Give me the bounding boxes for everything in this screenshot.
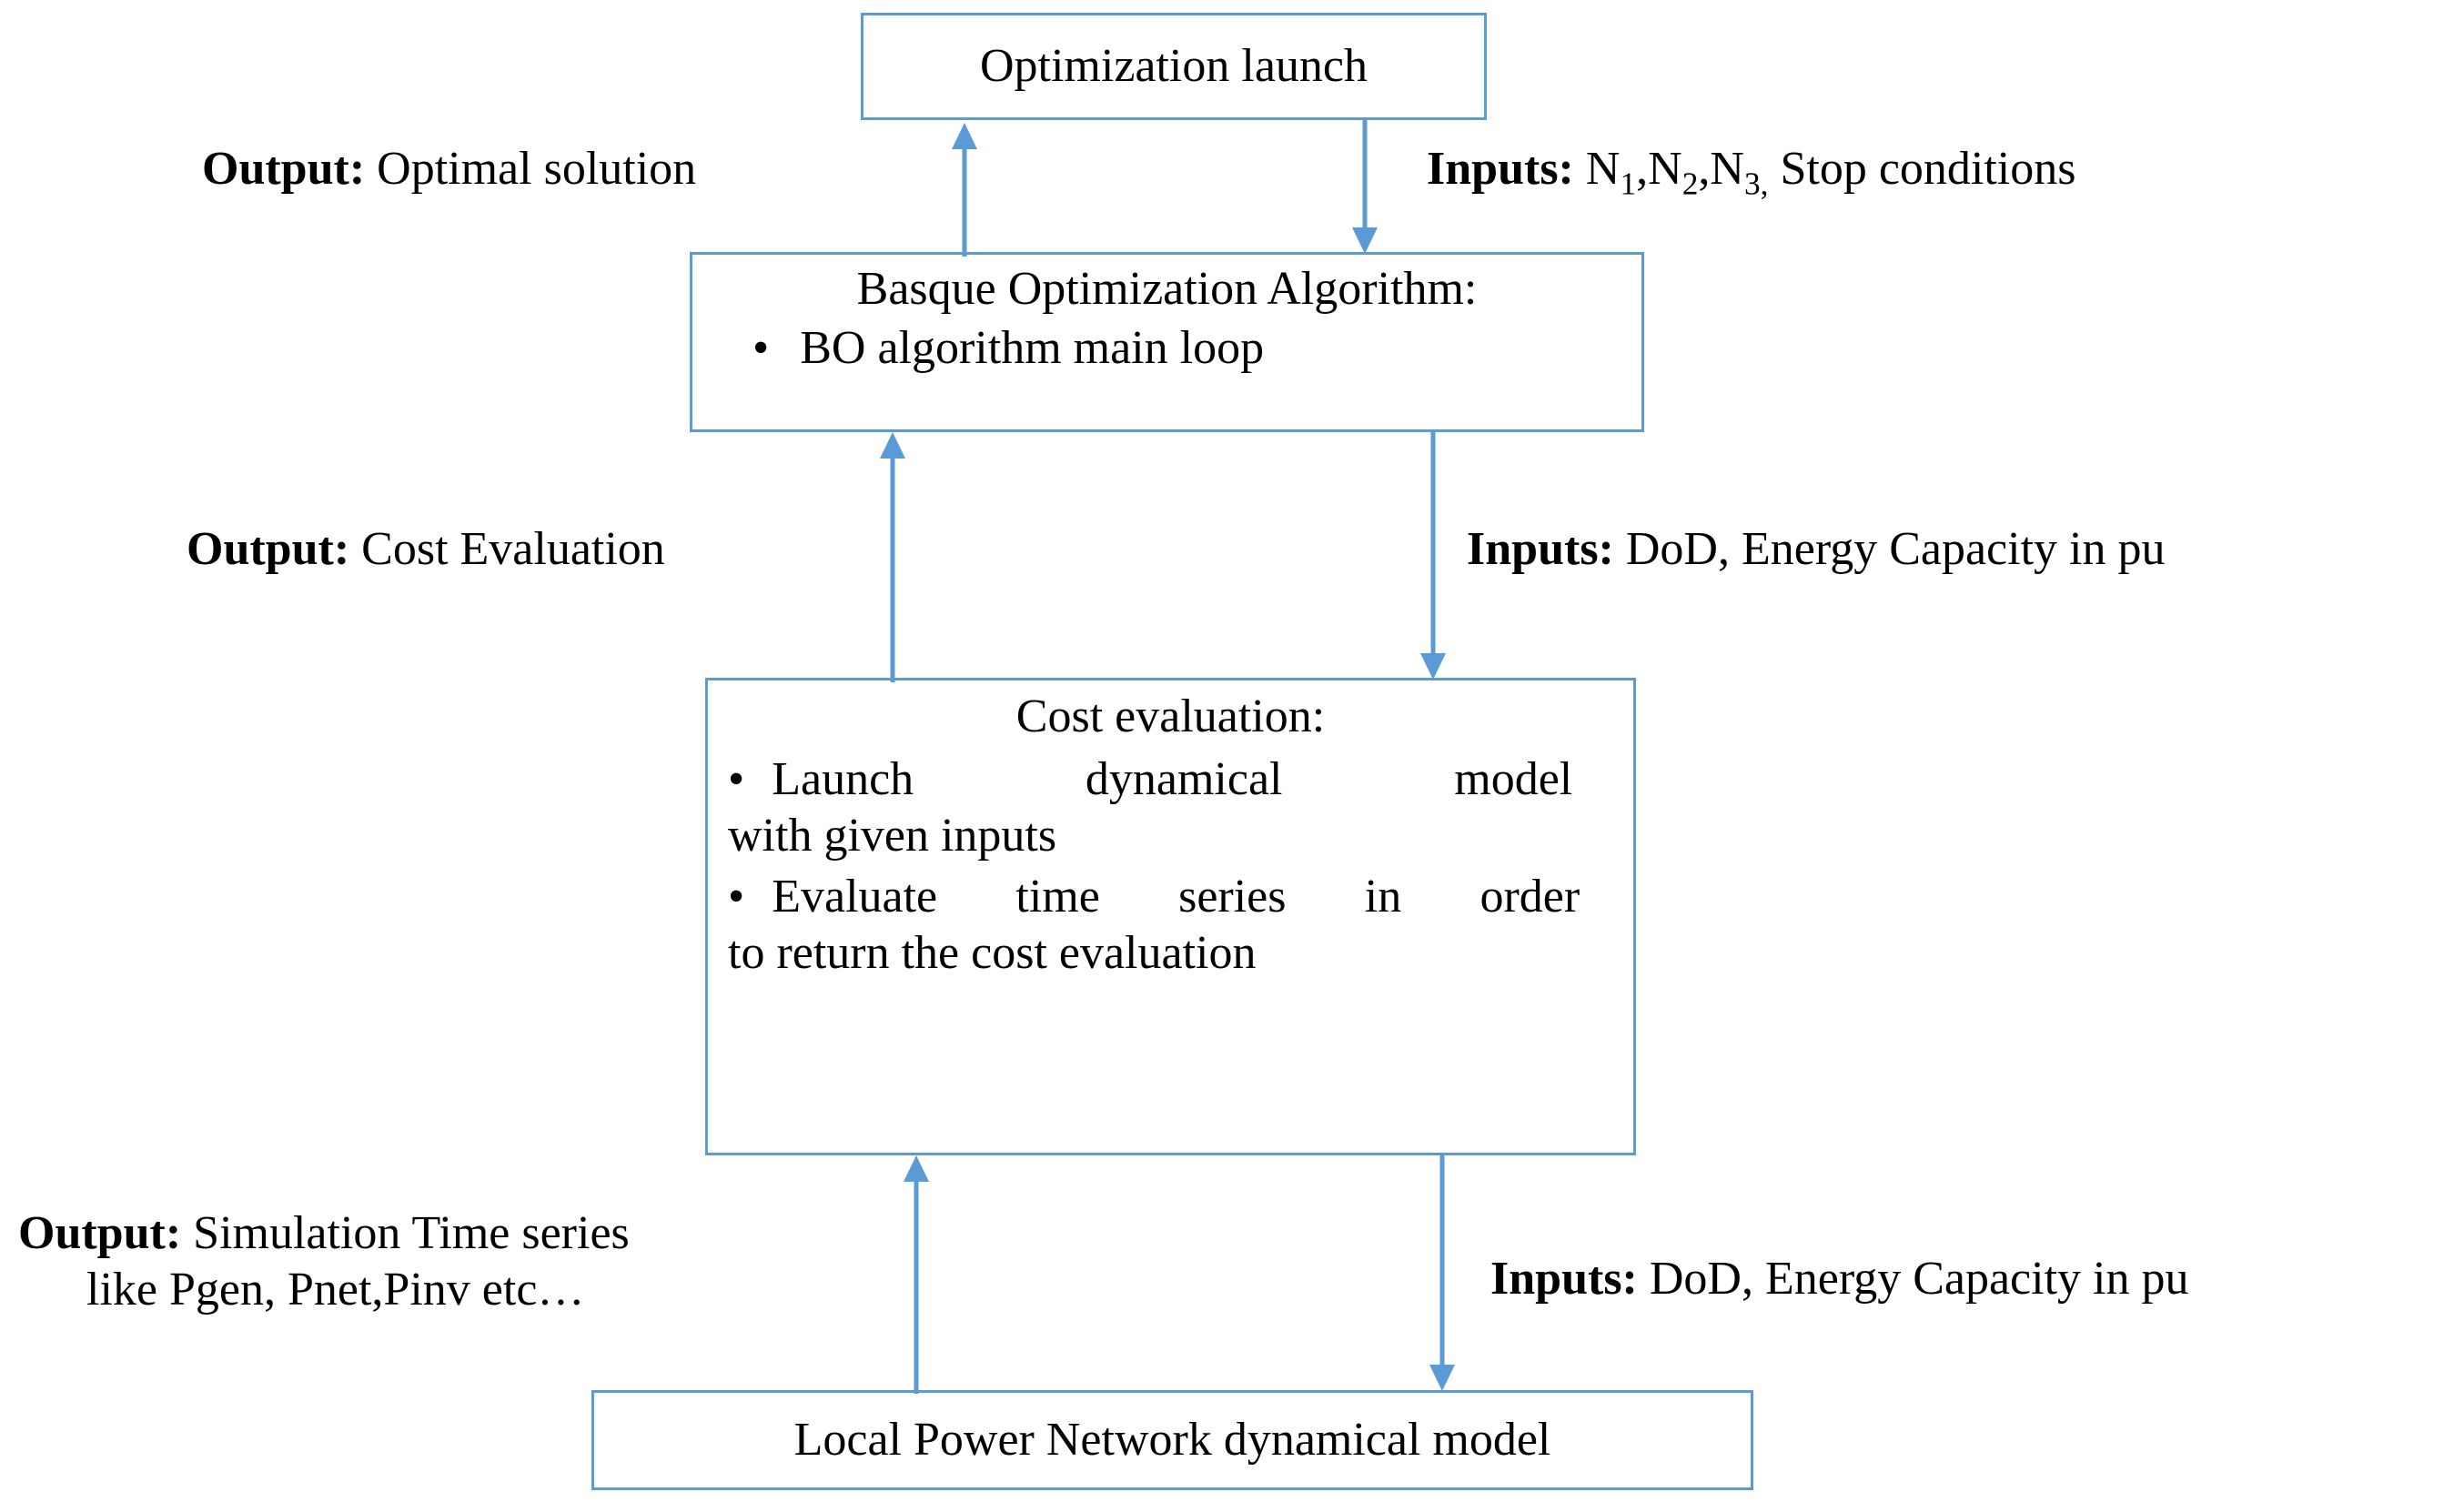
arrow-model-to-cost — [889, 1153, 944, 1394]
bullet-icon: • — [728, 870, 745, 922]
box-boa-title: Basque Optimization Algorithm: — [856, 263, 1478, 315]
label-inputs-mid-text: DoD, Energy Capacity in pu — [1613, 523, 2166, 575]
label-output-top-bold: Output: — [202, 143, 366, 195]
box-cost-evaluation — [705, 678, 1636, 1155]
label-output-bottom-line-1 — [18, 1205, 892, 1262]
label-inputs-dod-energy-capacity-bottom — [1490, 1251, 2188, 1307]
box-cost-evaluation-bullet-1-line-1: Launch dynamical model — [772, 752, 1573, 805]
label-inputs-top-text-pre: N — [1573, 143, 1621, 195]
arrow-cost-to-boa — [865, 429, 920, 682]
arrow-boa-to-cost — [1406, 432, 1460, 682]
box-cost-evaluation-title: Cost evaluation: — [1015, 691, 1326, 742]
box-optimization-launch — [861, 13, 1487, 120]
label-inputs-top-mid-2: ,N — [1698, 143, 1744, 195]
label-inputs-bottom-text: DoD, Energy Capacity in pu — [1637, 1253, 2189, 1305]
box-local-power-network-model-title: Local Power Network dynamical model — [793, 1414, 1551, 1467]
bullet-icon: • — [728, 752, 745, 805]
box-cost-evaluation-bullet-2-line-2: to return the cost evaluation — [728, 926, 1257, 979]
box-basque-optimization-algorithm — [690, 252, 1644, 432]
label-inputs-dod-energy-capacity-mid — [1467, 521, 2165, 578]
label-output-bottom-bold: Output: — [18, 1207, 182, 1259]
label-inputs-top-sub-3: 3, — [1743, 165, 1769, 202]
label-inputs-top-mid-1: ,N — [1636, 143, 1682, 195]
label-inputs-mid-bold: Inputs: — [1467, 523, 1614, 575]
label-output-mid-text: Cost Evaluation — [349, 523, 665, 575]
label-inputs-stop-conditions — [1427, 141, 2076, 203]
label-output-cost-evaluation — [187, 521, 665, 578]
box-cost-evaluation-bullet-1-line-2: with given inputs — [728, 810, 1057, 862]
arrow-boa-to-launch — [937, 120, 992, 257]
arrow-launch-to-boa — [1338, 120, 1392, 257]
label-output-bottom-text-1: Simulation Time series — [181, 1207, 630, 1259]
bullet-icon: • — [752, 321, 770, 374]
box-cost-evaluation-bullet-2-line-1: Evaluate time series in order — [772, 870, 1580, 922]
label-inputs-top-bold: Inputs: — [1427, 143, 1574, 195]
label-output-mid-bold: Output: — [187, 523, 350, 575]
label-inputs-bottom-bold: Inputs: — [1490, 1253, 1638, 1305]
box-optimization-launch-title: Optimization launch — [979, 40, 1368, 93]
box-local-power-network-model — [591, 1390, 1753, 1490]
label-inputs-top-text-post: Stop conditions — [1768, 143, 2076, 195]
label-output-top-text: Optimal solution — [365, 143, 697, 195]
label-output-bottom-line-2: like Pgen, Pnet,Pinv etc… — [86, 1264, 585, 1316]
label-output-simulation-time-series — [18, 1205, 892, 1319]
box-boa-bullet-1: BO algorithm main loop — [800, 321, 1265, 374]
arrow-cost-to-model — [1415, 1155, 1469, 1394]
label-output-optimal-solution — [202, 141, 696, 197]
label-inputs-top-sub-1: 1 — [1620, 165, 1637, 202]
label-inputs-top-sub-2: 2 — [1681, 165, 1699, 202]
